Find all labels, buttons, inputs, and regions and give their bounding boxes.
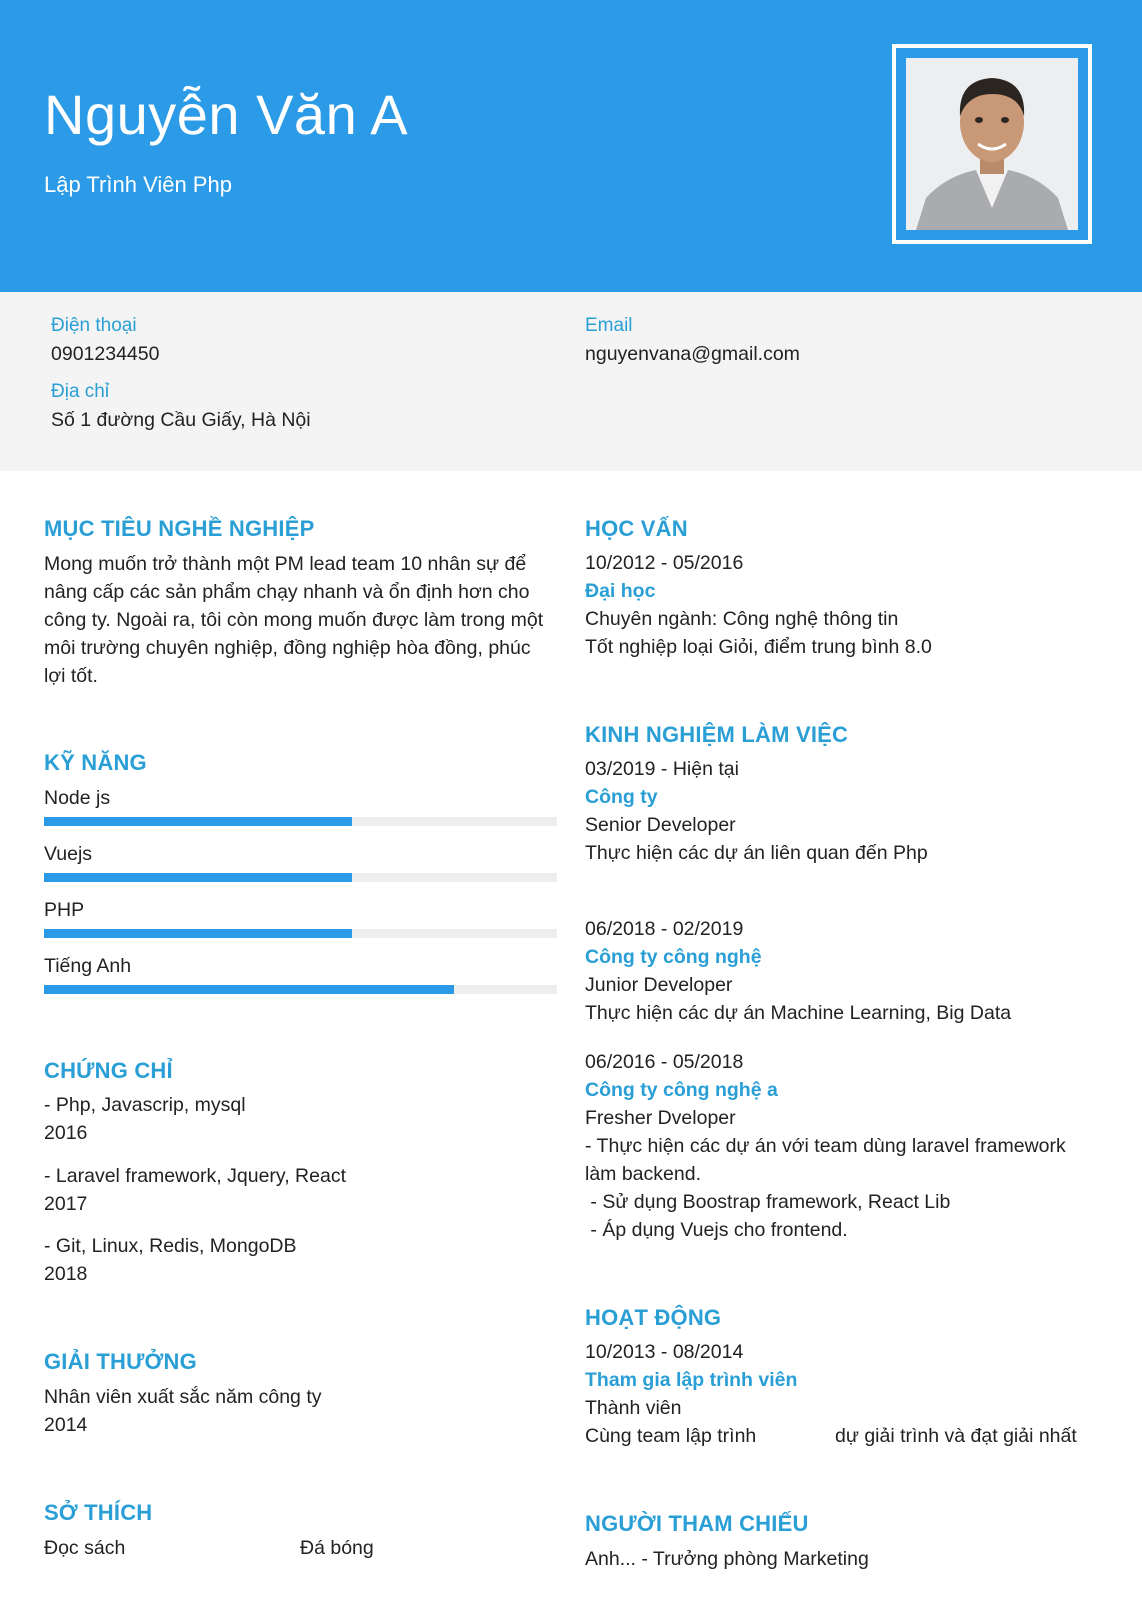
job-title: Lập Trình Viên Php [44, 172, 232, 197]
skill-bar-track [44, 817, 557, 826]
certificate-name: - Git, Linux, Redis, MongoDB [44, 1235, 297, 1257]
education-major: Chuyên ngành: Công nghệ thông tin [585, 608, 899, 630]
experience-description: làm backend. [585, 1163, 701, 1185]
person-portrait-icon [906, 58, 1078, 230]
education-school: Đại học [585, 580, 656, 602]
phone-label: Điện thoại [51, 315, 137, 336]
skill-bar-fill [44, 817, 352, 826]
experience-period: 06/2016 - 05/2018 [585, 1051, 744, 1073]
certificate-year: 2018 [44, 1263, 88, 1285]
experience-position: Senior Developer [585, 814, 736, 836]
contact-section [0, 292, 1142, 471]
activity-description-start: Cùng team lập trình [585, 1425, 757, 1447]
email-value: nguyenvana@gmail.com [585, 343, 800, 365]
hobby-item: Đọc sách [44, 1537, 126, 1559]
experience-position: Fresher Dveloper [585, 1107, 736, 1129]
hobby-item: Đá bóng [300, 1537, 374, 1559]
certificate-name: - Laravel framework, Jquery, React [44, 1165, 346, 1187]
skill-bar-track [44, 929, 557, 938]
address-value: Số 1 đường Cầu Giấy, Hà Nội [51, 409, 311, 431]
experience-description: - Áp dụng Vuejs cho frontend. [585, 1219, 848, 1241]
reference-text: Anh... - Trưởng phòng Marketing [585, 1548, 869, 1570]
skill-name: Vuejs [44, 843, 93, 865]
activity-description-end: dự giải trình và đạt giải nhất [835, 1425, 1077, 1447]
experience-company: Công ty công nghệ [585, 946, 762, 968]
hobbies-title: SỞ THÍCH [44, 1500, 153, 1525]
education-title: HỌC VẤN [585, 516, 688, 541]
objective-title: MỤC TIÊU NGHỀ NGHIỆP [44, 516, 315, 541]
award-year: 2014 [44, 1414, 88, 1436]
references-title: NGƯỜI THAM CHIẾU [585, 1511, 809, 1536]
email-label: Email [585, 315, 633, 336]
skill-name: Node js [44, 787, 111, 809]
activity-name: Tham gia lập trình viên [585, 1369, 798, 1391]
phone-value: 0901234450 [51, 343, 160, 365]
skill-bar-fill [44, 873, 352, 882]
experience-period: 06/2018 - 02/2019 [585, 918, 744, 940]
experience-company: Công ty công nghệ a [585, 1079, 778, 1101]
experience-position: Junior Developer [585, 974, 733, 996]
skills-title: KỸ NĂNG [44, 750, 147, 775]
experience-company: Công ty [585, 786, 658, 808]
skill-name: PHP [44, 899, 85, 921]
skill-bar-fill [44, 929, 352, 938]
activity-period: 10/2013 - 08/2014 [585, 1341, 744, 1363]
certificate-name: - Php, Javascrip, mysql [44, 1094, 246, 1116]
experience-description: Thực hiện các dự án Machine Learning, Big Data [585, 1002, 1012, 1024]
skill-bar-track [44, 985, 557, 994]
activity-role: Thành viên [585, 1397, 682, 1419]
certificate-year: 2016 [44, 1122, 88, 1144]
certificates-title: CHỨNG CHỈ [44, 1058, 173, 1083]
skill-name: Tiếng Anh [44, 955, 132, 977]
experience-description: - Sử dụng Boostrap framework, React Lib [585, 1191, 951, 1213]
experience-description: - Thực hiện các dự án với team dùng laravel framework [585, 1135, 1066, 1157]
activities-title: HOẠT ĐỘNG [585, 1305, 722, 1330]
skill-bar-fill [44, 985, 454, 994]
address-label: Địa chỉ [51, 381, 110, 402]
profile-photo-frame [892, 44, 1092, 244]
certificate-year: 2017 [44, 1193, 88, 1215]
education-result: Tốt nghiệp loại Giỏi, điểm trung bình 8.0 [585, 636, 932, 658]
experience-title: KINH NGHIỆM LÀM VIỆC [585, 722, 849, 747]
experience-period: 03/2019 - Hiện tại [585, 758, 739, 780]
education-period: 10/2012 - 05/2016 [585, 552, 744, 574]
awards-title: GIẢI THƯỞNG [44, 1349, 197, 1374]
profile-photo [906, 58, 1078, 230]
award-name: Nhân viên xuất sắc năm công ty [44, 1386, 322, 1408]
skill-bar-track [44, 873, 557, 882]
full-name: Nguyễn Văn A [44, 83, 409, 146]
experience-description: Thực hiện các dự án liên quan đến Php [585, 842, 928, 864]
objective-text: Mong muốn trở thành một PM lead team 10 nhân sự để nâng cấp các sản phẩm chạy nhanh và ổn định hơn cho công ty. Ngoài ra, tôi còn mong muốn được làm trong một môi trường chuyên nghiệp, đồng nghiệp hòa đồng, phúc lợi tốt. [44, 553, 544, 687]
header-banner [0, 0, 1142, 292]
